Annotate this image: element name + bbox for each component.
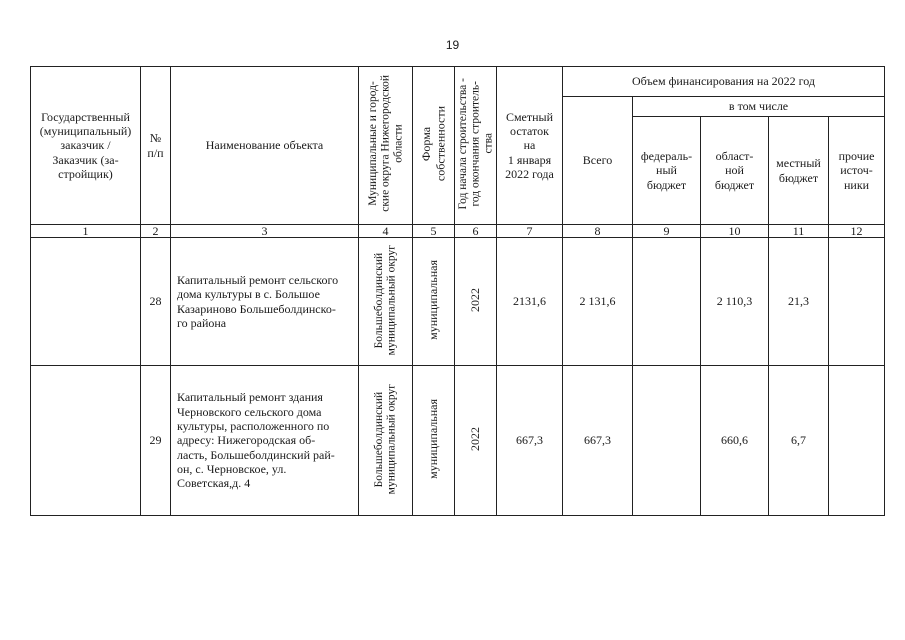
column-number: 5 bbox=[413, 225, 455, 238]
header-regional: област- ной бюджет bbox=[701, 117, 769, 225]
column-number-row bbox=[31, 225, 885, 238]
cell-balance: 2131,6 bbox=[497, 238, 563, 366]
header-object-name: Наименование объекта bbox=[171, 67, 359, 225]
header-ownership bbox=[413, 67, 455, 225]
header-ownership-text: Форма собственности bbox=[419, 106, 448, 182]
cell-balance: 667,3 bbox=[497, 366, 563, 516]
column-number: 7 bbox=[497, 225, 563, 238]
funding-table bbox=[30, 66, 885, 516]
column-number: 12 bbox=[829, 225, 885, 238]
header-municipality bbox=[359, 67, 413, 225]
cell-federal bbox=[633, 366, 701, 516]
cell-number: 29 bbox=[141, 366, 171, 516]
column-number: 1 bbox=[31, 225, 141, 238]
cell-other bbox=[829, 238, 885, 366]
cell-municipality bbox=[359, 366, 413, 516]
header-total: Всего bbox=[563, 97, 633, 225]
table-row bbox=[31, 238, 885, 366]
column-number: 4 bbox=[359, 225, 413, 238]
cell-municipality-text: Большеболдинский муниципальный округ bbox=[372, 244, 398, 355]
column-number: 11 bbox=[769, 225, 829, 238]
cell-federal bbox=[633, 238, 701, 366]
header-local: местный бюджет bbox=[769, 117, 829, 225]
page-number: 19 bbox=[445, 38, 460, 52]
cell-year-text: 2022 bbox=[468, 287, 483, 312]
header-row-1 bbox=[31, 67, 885, 97]
column-number: 6 bbox=[455, 225, 497, 238]
header-construction-years bbox=[455, 67, 497, 225]
cell-customer bbox=[31, 238, 141, 366]
header-other: прочие источ- ники bbox=[829, 117, 885, 225]
column-number: 10 bbox=[701, 225, 769, 238]
cell-number: 28 bbox=[141, 238, 171, 366]
header-funding-title: Объем финансирования на 2022 год bbox=[563, 67, 885, 97]
cell-total: 667,3 bbox=[563, 366, 633, 516]
cell-local: 21,3 bbox=[769, 238, 829, 366]
cell-ownership-text: муниципальная bbox=[426, 259, 441, 340]
header-estimated-balance: Сметный остаток на 1 января 2022 года bbox=[497, 67, 563, 225]
cell-year-text: 2022 bbox=[468, 426, 483, 451]
cell-year bbox=[455, 238, 497, 366]
cell-total: 2 131,6 bbox=[563, 238, 633, 366]
column-number: 8 bbox=[563, 225, 633, 238]
cell-customer bbox=[31, 366, 141, 516]
header-construction-years-text: Год начала строительства - год окончания строитель- ства bbox=[456, 78, 494, 210]
cell-regional: 2 110,3 bbox=[701, 238, 769, 366]
cell-object-name: Капитальный ремонт здания Черновского сельского дома культуры, расположенного по адресу: Нижегородская об- ласть, Большеболдинский рай- он, с. Черновское, ул. Советская,д. 4 bbox=[171, 366, 359, 516]
column-number: 2 bbox=[141, 225, 171, 238]
column-number: 3 bbox=[171, 225, 359, 238]
header-including: в том числе bbox=[633, 97, 885, 117]
cell-other bbox=[829, 366, 885, 516]
cell-municipality-text: Большеболдинский муниципальный округ bbox=[372, 383, 398, 494]
header-municipality-text: Муниципальные и город- ские округа Нижегородской области bbox=[366, 75, 404, 213]
cell-regional: 660,6 bbox=[701, 366, 769, 516]
table-row bbox=[31, 366, 885, 516]
header-customer: Государственный (муниципальный) заказчик / Заказчик (за- стройщик) bbox=[31, 67, 141, 225]
cell-municipality bbox=[359, 238, 413, 366]
cell-object-name: Капитальный ремонт сельского дома культуры в с. Большое Казариново Большеболдинско- го района bbox=[171, 238, 359, 366]
cell-ownership bbox=[413, 238, 455, 366]
cell-ownership-text: муниципальная bbox=[426, 398, 441, 479]
header-federal: федераль- ный бюджет bbox=[633, 117, 701, 225]
cell-year bbox=[455, 366, 497, 516]
column-number: 9 bbox=[633, 225, 701, 238]
cell-local: 6,7 bbox=[769, 366, 829, 516]
cell-ownership bbox=[413, 366, 455, 516]
header-number: № п/п bbox=[141, 67, 171, 225]
